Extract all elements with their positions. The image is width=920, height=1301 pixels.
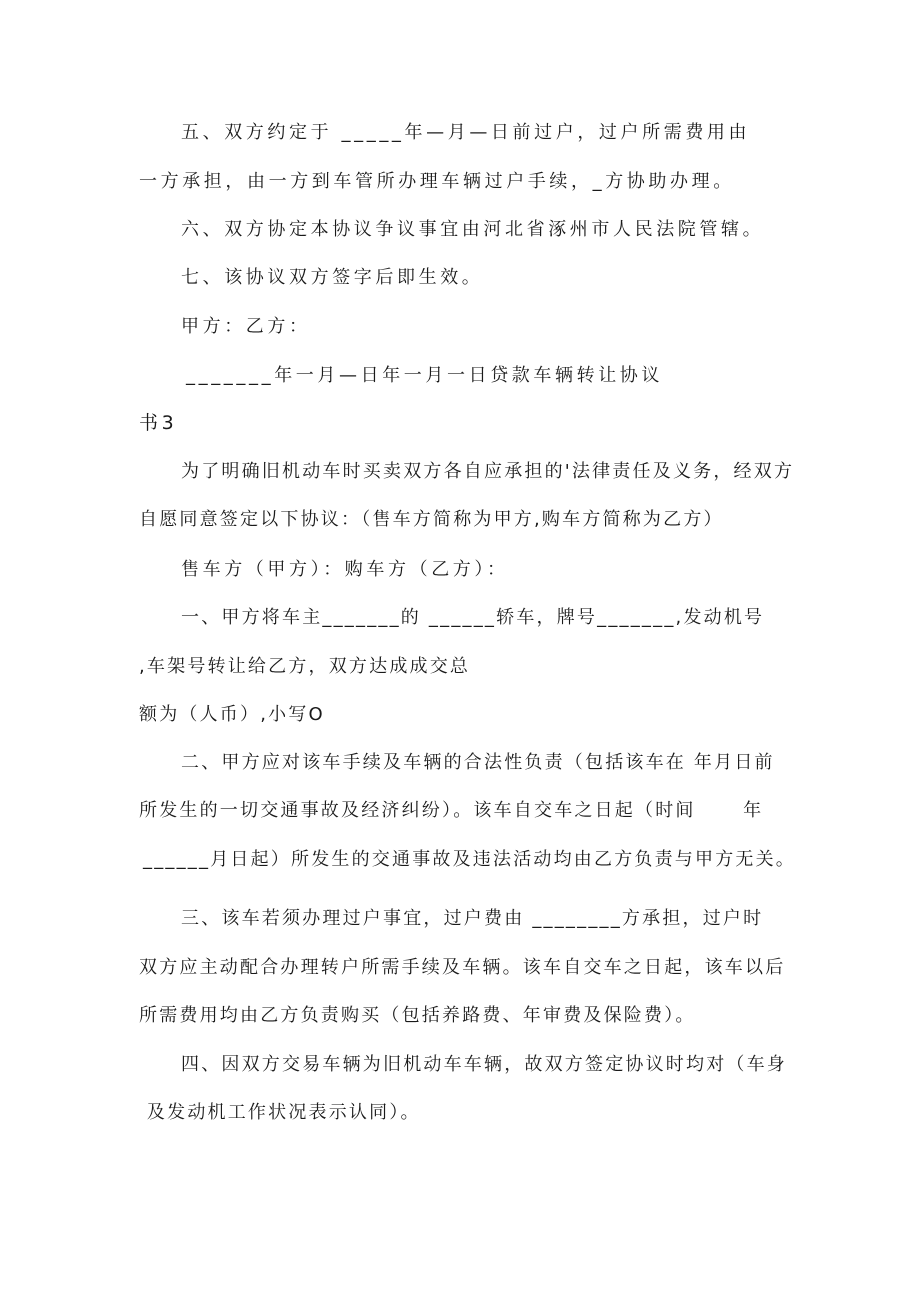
clause-6: 六、双方协定本协议争议事宜由河北省涿州市人民法院管辖。: [181, 219, 765, 240]
parties-line: 售车方（甲方）：购车方（乙方）：: [181, 559, 509, 580]
clause-1-line-1: 一、甲方将车主_______的 ______轿车，牌号_______,发动机号: [181, 607, 765, 628]
preamble-line-1: 为了明确旧机动车时买卖双方各自应承担的'法律责任及义务，经双方: [181, 461, 795, 482]
clause-5-line-1: 五、双方约定于 _____年—月—日前过户，过户所需费用由: [181, 122, 751, 143]
preamble-line-2: 自愿同意签定以下协议：（售车方简称为甲方,购车方简称为乙方）: [139, 509, 724, 530]
clause-3-line-2: 双方应主动配合办理转户所需手续及车辆。该车自交车之日起，该车以后: [139, 957, 786, 978]
clause-7: 七、该协议双方签字后即生效。: [181, 267, 484, 288]
clause-4-line-1: 四、因双方交易车辆为旧机动车车辆，故双方签定协议时均对（车身: [181, 1054, 787, 1075]
clause-3-line-1: 三、该车若须办理过户事宜，过户费由 ________方承担，过户时: [181, 908, 764, 929]
signature-parties: 甲方：乙方：: [181, 316, 311, 337]
clause-5-line-2: 一方承担，由一方到车管所办理车辆过户手续，_方协助办理。: [139, 171, 735, 192]
clause-2-line-2: 所发生的一切交通事故及经济纠纷）。该车自交车之日起（时间 年: [139, 800, 764, 821]
clause-1-line-3: 额为（人币）,小写O: [139, 704, 325, 725]
clause-3-line-3: 所需费用均由乙方负责购买（包括养路费、年审费及保险费）。: [139, 1005, 696, 1026]
date-line-and-title: _______年一月—日年一月一日贷款车辆转让协议: [186, 365, 663, 386]
clause-2-line-1: 二、甲方应对该车手续及车辆的合法性负责（包括该车在 年月日前: [181, 752, 775, 773]
title-continuation: 书3: [139, 412, 178, 434]
clause-2-line-3: ______月日起）所发生的交通事故及违法活动均由乙方负责与甲方无关。: [143, 849, 796, 870]
clause-1-line-2: ,车架号转让给乙方，双方达成成交总: [139, 656, 471, 677]
clause-4-line-2: 及发动机工作状况表示认同）。: [139, 1102, 421, 1123]
